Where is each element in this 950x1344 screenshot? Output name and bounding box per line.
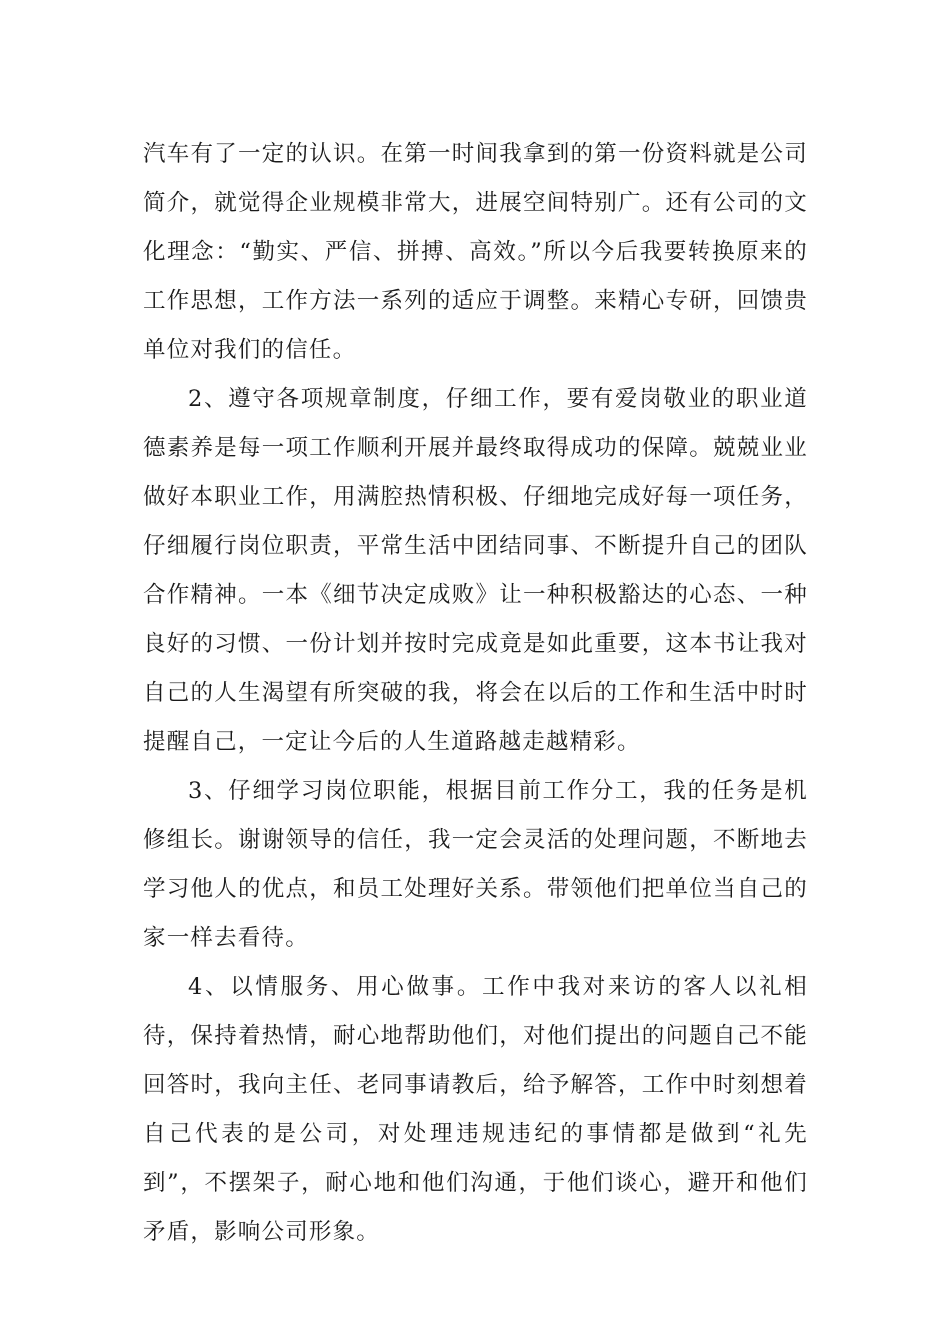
paragraph-intro-continuation: 汽车有了一定的认识。在第一时间我拿到的第一份资料就是公司简介，就觉得企业规模非常大，进展空间特别广。还有公司的文化理念：“勤实、严信、拼搏、高效。”所以今后我要转换原来的工作思想，工作方法一系列的适应于调整。来精心专研，回馈贵单位对我们的信任。 <box>143 141 808 363</box>
paragraph-item-4: 4、以情服务、用心做事。工作中我对来访的客人以礼相待，保持着热情，耐心地帮助他们，对他们提出的问题自己不能回答时，我向主任、老同事请教后，给予解答，工作中时刻想着自己代表的是公司，对处理违规违纪的事情都是做到“礼先到”，不摆架子，耐心地和他们沟通，于他们谈心，避开和他们矛盾，影响公司形象。 <box>143 974 808 1245</box>
document-body <box>143 130 808 1257</box>
paragraph-item-2: 2、遵守各项规章制度，仔细工作，要有爱岗敬业的职业道德素养是每一项工作顺利开展并最终取得成功的保障。兢兢业业做好本职业工作，用满腔热情积极、仔细地完成好每一项任务，仔细履行岗位职责，平常生活中团结同事、不断提升自己的团队合作精神。一本《细节决定成败》让一种积极豁达的心态、一种良好的习惯、一份计划并按时完成竟是如此重要，这本书让我对自己的人生渴望有所突破的我，将会在以后的工作和生活中时时提醒自己，一定让今后的人生道路越走越精彩。 <box>143 386 808 755</box>
paragraph-item-3: 3、仔细学习岗位职能，根据目前工作分工，我的任务是机修组长。谢谢领导的信任，我一定会灵活的处理问题，不断地去学习他人的优点，和员工处理好关系。带领他们把单位当自己的家一样去看待。 <box>143 778 808 951</box>
